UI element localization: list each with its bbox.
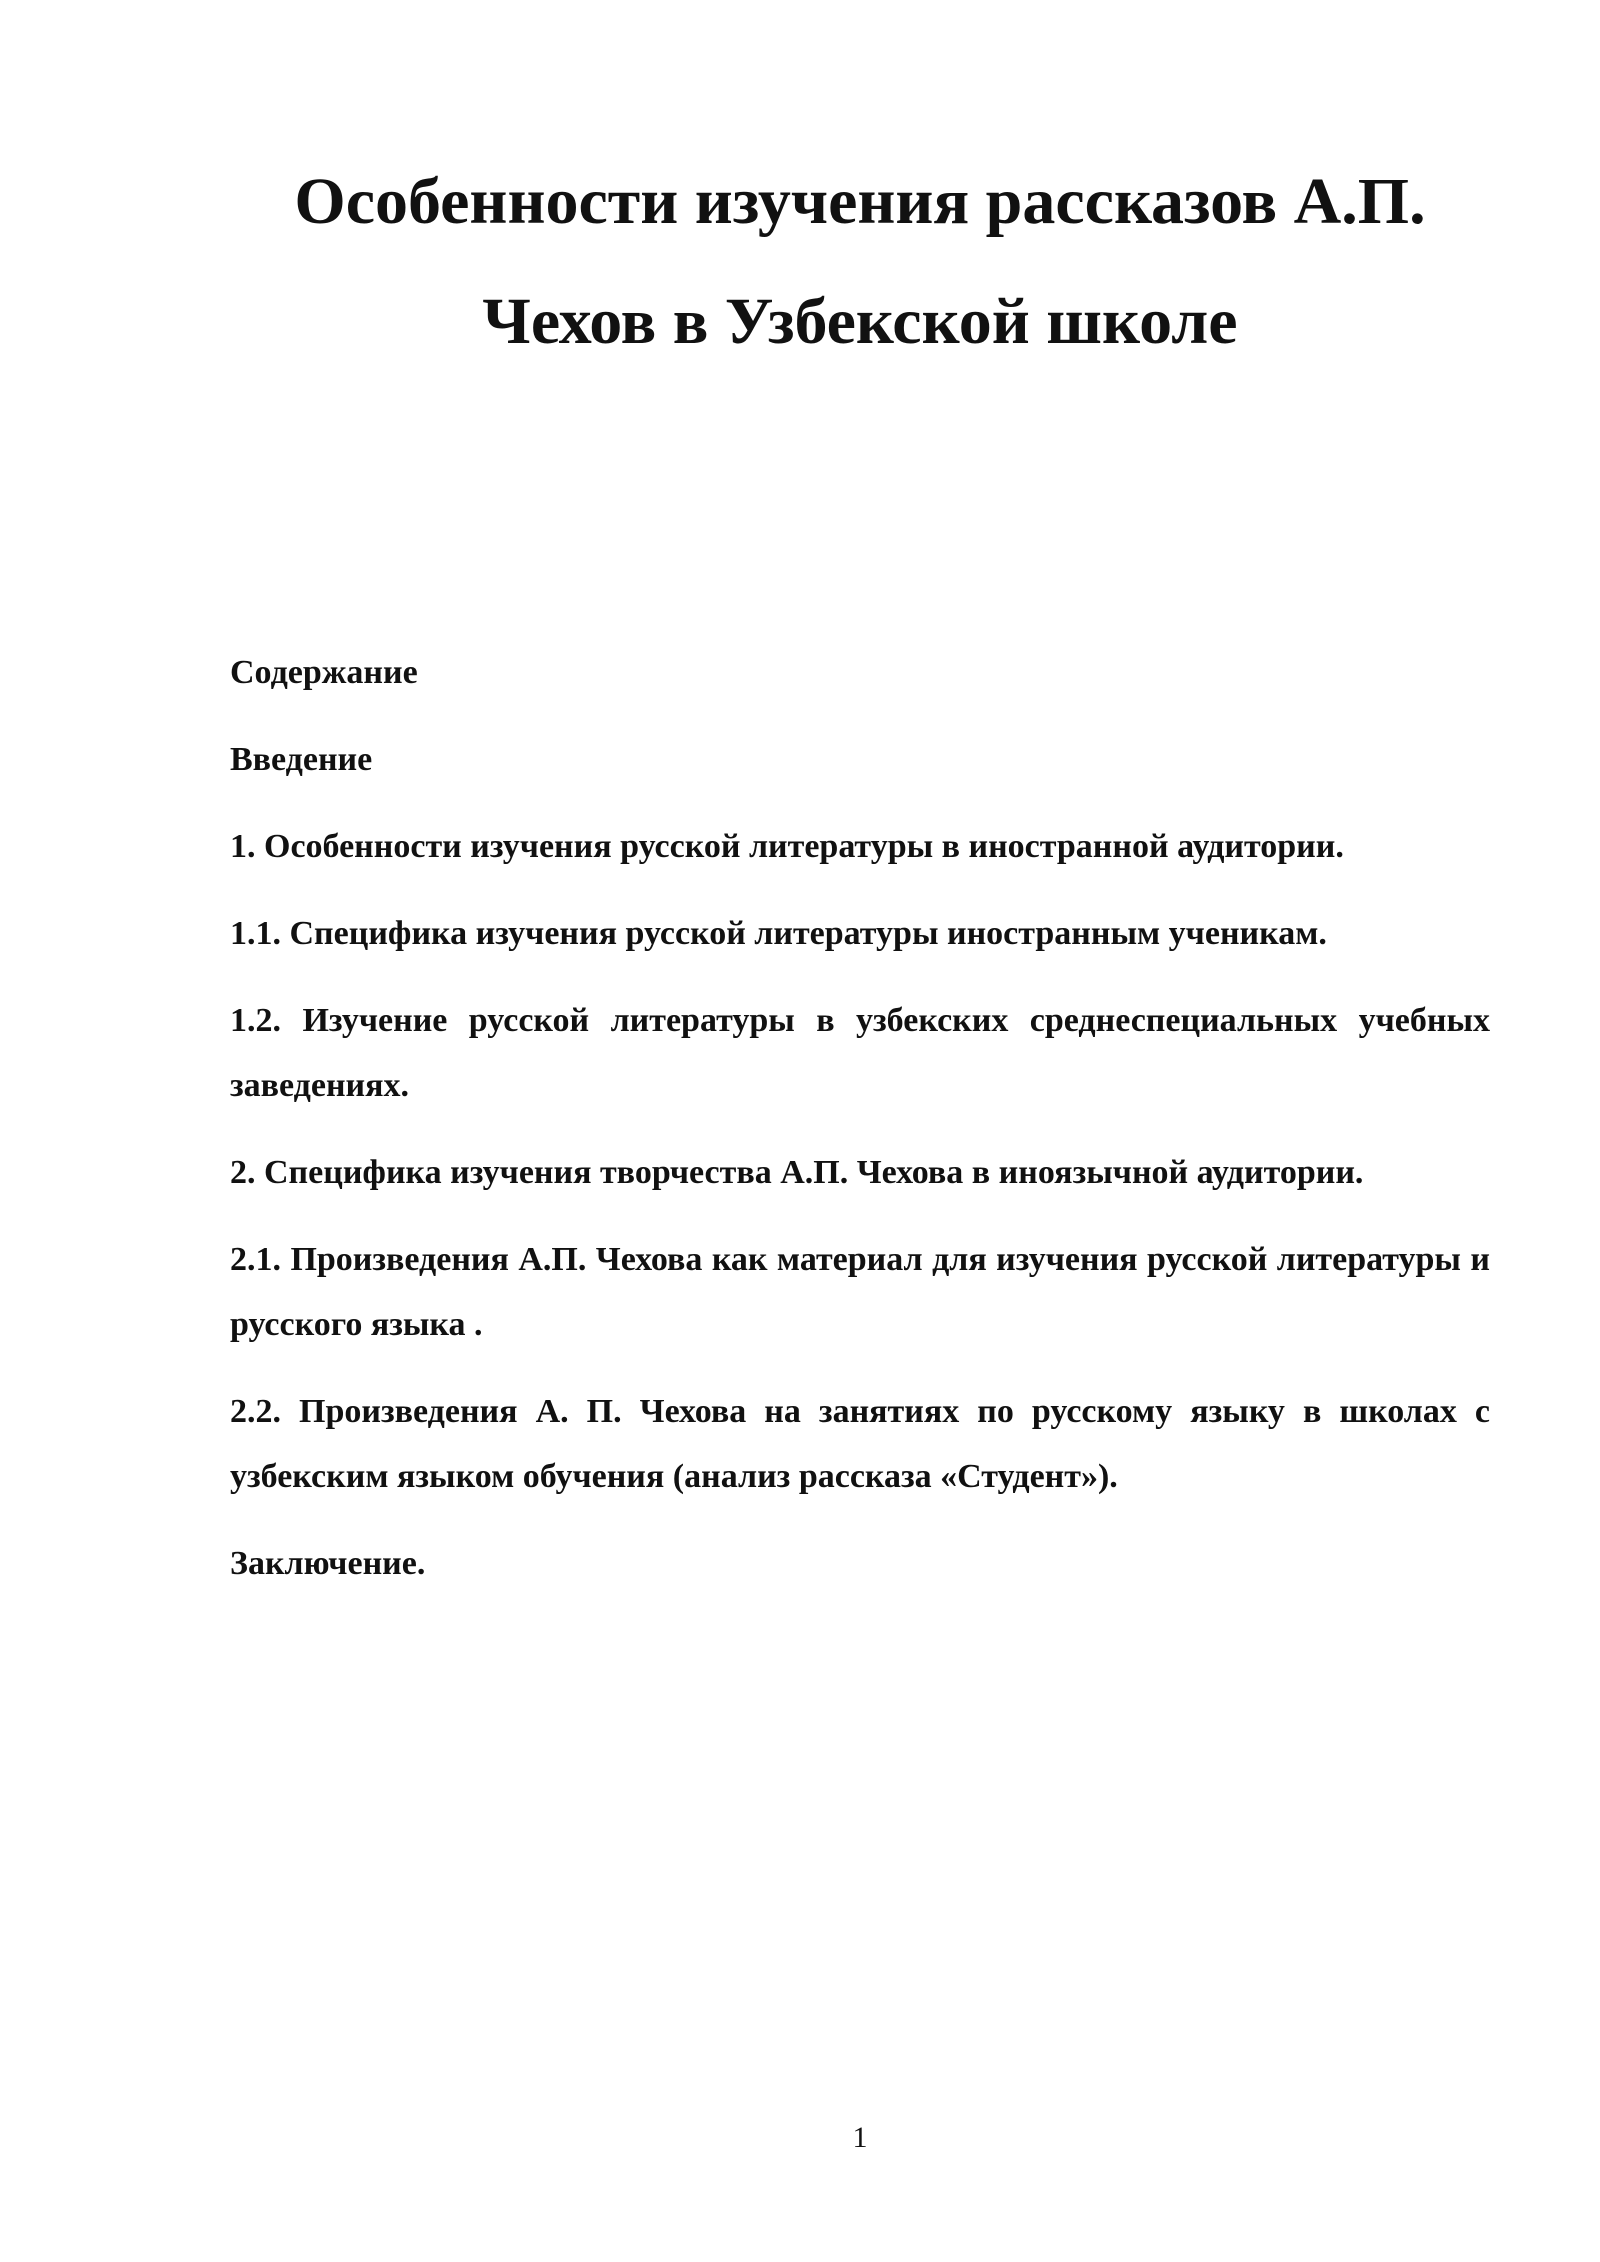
toc-heading: Содержание [230,654,418,691]
toc-item-conclusion: Заключение. [230,1545,426,1582]
toc-item-section-1: 1. Особенности изучения русской литературы в иностранной аудитории. [230,828,1344,865]
table-of-contents [230,640,1490,1618]
toc-item-section-2-1: 2.1. Произведения А.П. Чехова как материал для изучения русской литературы и русского языка . [230,1241,1490,1343]
document-title [230,142,1490,382]
toc-item-section-1-2: 1.2. Изучение русской литературы в узбекских среднеспециальных учебных заведениях. [230,1002,1490,1104]
toc-item-section-2-2: 2.2. Произведения А. П. Чехова на занятиях по русскому языку в школах с узбекским языком обучения (анализ рассказа «Студент»). [230,1393,1490,1495]
document-title-line-2: Чехов в Узбекской школе [482,285,1238,358]
toc-item-section-1-1: 1.1. Специфика изучения русской литературы иностранным ученикам. [230,915,1327,952]
toc-item-introduction: Введение [230,741,373,778]
page-number: 1 [852,2121,868,2154]
toc-item-section-2: 2. Специфика изучения творчества А.П. Чехова в иноязычной аудитории. [230,1154,1364,1191]
document-title-line-1: Особенности изучения рассказов А.П. [294,165,1426,238]
